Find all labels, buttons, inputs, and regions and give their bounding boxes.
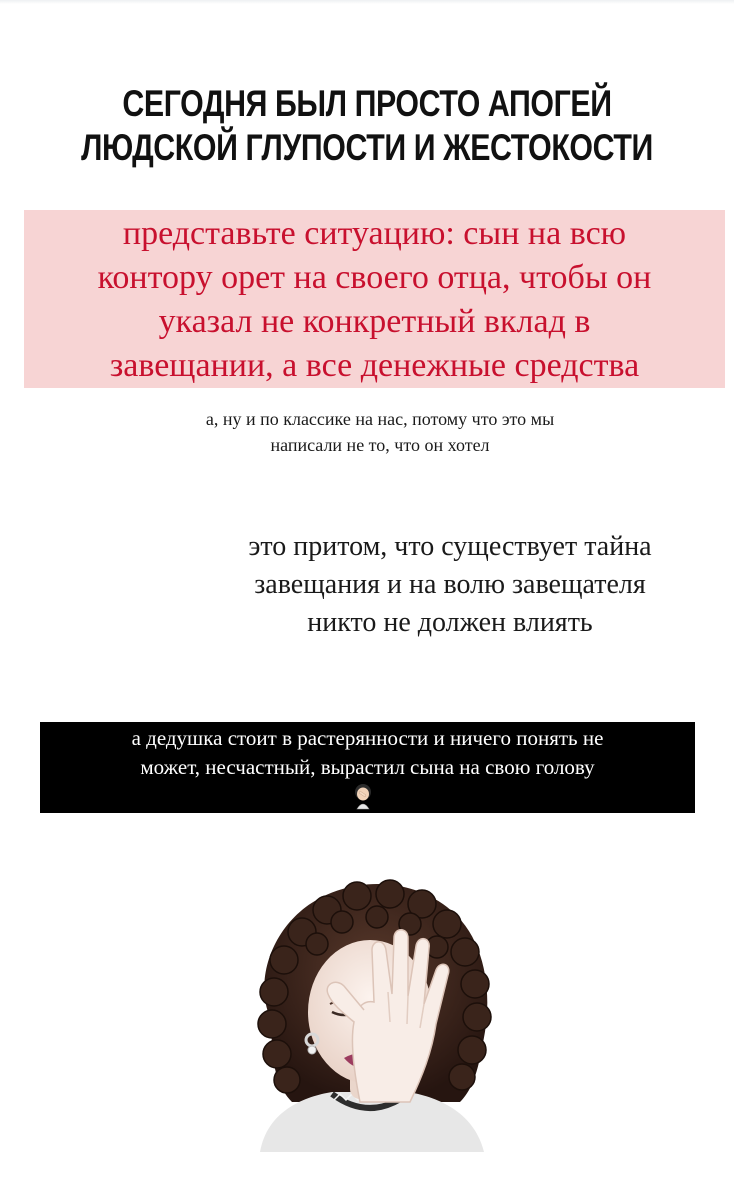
highlight-text: представьте ситуацию: сын на всю контору орет на своего отца, чтобы он указал не конкретный вклад в завещании, а все денежные средства (97, 215, 652, 384)
memoji-facepalm-icon (232, 872, 508, 1152)
facepalm-emoji-icon (348, 782, 378, 812)
small-note-text: а, ну и по классике на нас, потому что это мы написали не то, что он хотел (205, 409, 555, 455)
top-edge (0, 0, 734, 4)
middle-text: это притом, что существует тайна завещания и на волю завещателя никто не должен влиять (248, 531, 652, 638)
dark-caption-text: а дедушка стоит в растерянности и ничего понять не может, несчастный, вырастил сына на свою голову (131, 726, 604, 779)
story-headline: СЕГОДНЯ БЫЛ ПРОСТО АПОГЕЙ ЛЮДСКОЙ ГЛУПОСТИ И ЖЕСТОКОСТИ (81, 83, 653, 168)
